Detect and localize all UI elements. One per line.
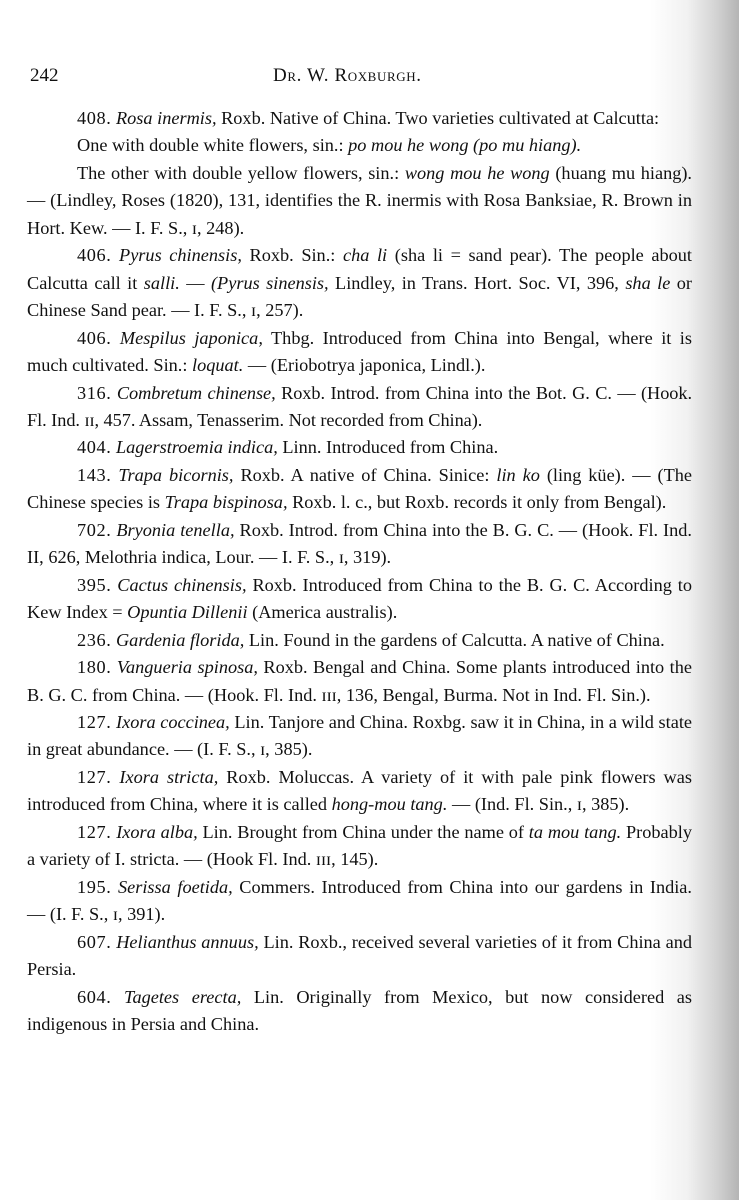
species-name: Bryonia tenella,	[116, 519, 235, 540]
entry-text: Lin. Found in the gardens of Calcutta. A native of China.	[244, 629, 665, 650]
entry-text: Roxb. Introd. from China into the Bot. G. C. — (Hook. Fl. Ind. ɪɪ, 457. Assam, Tenasserim. Not recorded from China).	[27, 382, 692, 430]
entry-text: Roxb. Sin.:	[241, 245, 343, 266]
entry-cactus-chinensis	[27, 572, 692, 627]
species-name: Trapa bicornis,	[118, 464, 234, 485]
entry-text: Roxb. Moluccas. A variety of it with pale pink flowers was introduced from China, where it is called	[27, 766, 692, 815]
species-name: Ixora coccinea,	[116, 711, 230, 732]
running-title: Dr. W. Roxburgh.	[273, 65, 422, 86]
entry-number: 406.	[77, 327, 112, 348]
chinese-name: loquat.	[192, 355, 244, 376]
entry-number: 127.	[77, 766, 112, 787]
entry-number: 195.	[77, 876, 112, 897]
entry-trapa-bicornis	[27, 462, 692, 517]
running-head	[27, 60, 692, 90]
synonym-name: Trapa bispinosa,	[164, 492, 288, 513]
entry-text: Lin. Roxb., received several varieties of it from China and Persia.	[27, 931, 692, 980]
species-name: Mespilus japonica,	[119, 327, 263, 348]
entry-text: Roxb. Introduced from China to the B. G. C. According to Kew Index =	[27, 574, 692, 623]
species-name: Vangueria spinosa,	[116, 657, 258, 678]
entry-text: Roxb. A native of China. Sinice:	[233, 464, 497, 485]
entry-text: Lindley, in Trans. Hort. Soc. VI, 396,	[328, 272, 626, 293]
entry-number: 395.	[77, 574, 112, 595]
entry-text: Lin. Originally from Mexico, but now considered as indigenous in Persia and China.	[27, 986, 692, 1034]
entry-text: Lin. Tanjore and China. Roxbg. saw it in China, in a wild state in great abundance. — (I. F. S., ɪ, 385).	[27, 711, 693, 760]
chinese-name: wong mou he wong	[404, 162, 550, 183]
entry-number: 127.	[77, 711, 112, 732]
entry-number: 236.	[77, 629, 112, 650]
entry-ixora-stricta	[27, 764, 692, 819]
species-name: Tagetes erecta,	[123, 986, 242, 1007]
entry-number: 316.	[77, 382, 112, 403]
entry-text: The other with double yellow flowers, sin.:	[77, 162, 405, 183]
entry-text: (huang mu hiang). — (Lindley, Roses (1820), 131, identifies the R. inermis with Rosa Banksiae, R. Brown in Hort. Kew. — I. F. S., ɪ, 248).	[27, 162, 693, 238]
species-name: Pyrus chinensis,	[119, 245, 242, 266]
entry-text: Roxb. Introd. from China into the B. G. C. — (Hook. Fl. Ind. II, 626, Melothria indica, Lour. — I. F. S., ɪ, 319).	[27, 519, 692, 568]
entry-number: 408.	[77, 108, 112, 128]
entry-text: — (Ind. Fl. Sin., ɪ, 385).	[447, 794, 630, 815]
species-name: Ixora stricta,	[119, 766, 219, 787]
entry-text: Lin. Brought from China under the name of	[197, 821, 529, 842]
chinese-name: hong-mou tang.	[331, 794, 448, 815]
entry-number: 143.	[77, 464, 112, 485]
entry-text: One with double white flowers, sin.:	[77, 135, 349, 156]
species-name: Rosa inermis,	[115, 108, 217, 128]
entry-text: —	[179, 272, 211, 293]
entry-number: 406.	[77, 245, 112, 266]
entry-rosa-inermis	[27, 105, 692, 132]
entry-text: (ling küe). — (The Chinese species is	[27, 464, 693, 513]
chinese-name: po mou he wong (po mu hiang).	[348, 135, 582, 156]
entry-text: Roxb. l. c., but Roxb. records it only from Bengal).	[287, 492, 667, 513]
chinese-name: lin ko	[496, 464, 540, 485]
entry-tagetes-erecta	[27, 984, 692, 1039]
entry-ixora-coccinea	[27, 709, 692, 764]
entry-ixora-alba	[27, 819, 692, 874]
synonym-name: Opuntia Dillenii	[127, 602, 248, 623]
entry-mespilus-japonica	[27, 325, 692, 380]
entry-number: 180.	[77, 657, 112, 678]
entry-rosa-yellow-variety	[27, 160, 692, 242]
entry-rosa-white-variety	[27, 132, 692, 159]
entry-text: Roxb. Native of China. Two varieties cultivated at Calcutta:	[216, 108, 660, 128]
chinese-name: ta mou tang.	[528, 821, 622, 842]
chinese-name: sha le	[625, 272, 671, 293]
entry-pyrus-chinensis	[27, 242, 692, 324]
chinese-name: cha li	[342, 245, 388, 266]
species-name: Cactus chinensis,	[117, 574, 247, 595]
entry-number: 604.	[77, 986, 112, 1007]
entry-gardenia-florida	[27, 627, 692, 654]
species-name: Lagerstroemia indica,	[115, 437, 278, 458]
entry-lagerstroemia-indica	[27, 434, 692, 461]
entry-text: (sha li = sand pear). The people about Calcutta call it	[27, 245, 693, 293]
entry-combretum-chinense	[27, 380, 692, 435]
local-name: salli.	[143, 272, 180, 293]
entry-text: Thbg. Introduced from China into Bengal, where it is much cultivated. Sin.:	[27, 327, 692, 376]
entry-text: (America australis).	[247, 602, 398, 623]
species-name: Helianthus annuus,	[116, 931, 259, 952]
species-name: Ixora alba,	[116, 821, 198, 842]
entry-number: 702.	[77, 519, 112, 540]
page-number: 242	[30, 65, 59, 86]
entry-number: 404.	[77, 437, 112, 458]
entry-text: Probably a variety of I. stricta. — (Hook Fl. Ind. ɪɪɪ, 145).	[27, 821, 693, 870]
entry-vangueria-spinosa	[27, 654, 692, 709]
entry-text: Roxb. Bengal and China. Some plants introduced into the B. G. C. from China. — (Hook. Fl. Ind. ɪɪɪ, 136, Bengal, Burma. Not in Ind. Fl. Sin.).	[27, 657, 692, 705]
entry-number: 607.	[77, 931, 112, 952]
entry-serissa-foetida	[27, 874, 692, 929]
entry-text: Linn. Introduced from China.	[277, 437, 499, 458]
entry-number: 127.	[77, 821, 112, 842]
species-name: Gardenia florida,	[115, 629, 245, 650]
entry-bryonia-tenella	[27, 517, 692, 572]
entry-text: Commers. Introduced from China into our gardens in India. — (I. F. S., ɪ, 391).	[27, 876, 692, 925]
entry-text: or Chinese Sand pear. — I. F. S., ɪ, 257).	[27, 272, 692, 321]
species-name: Serissa foetida,	[117, 876, 233, 897]
page-content	[27, 60, 692, 1038]
species-name: Combretum chinense,	[116, 382, 276, 403]
entry-helianthus-annuus	[27, 929, 692, 984]
entry-text: — (Eriobotrya japonica, Lindl.).	[243, 355, 486, 376]
synonym-name: (Pyrus sinensis,	[210, 272, 329, 293]
